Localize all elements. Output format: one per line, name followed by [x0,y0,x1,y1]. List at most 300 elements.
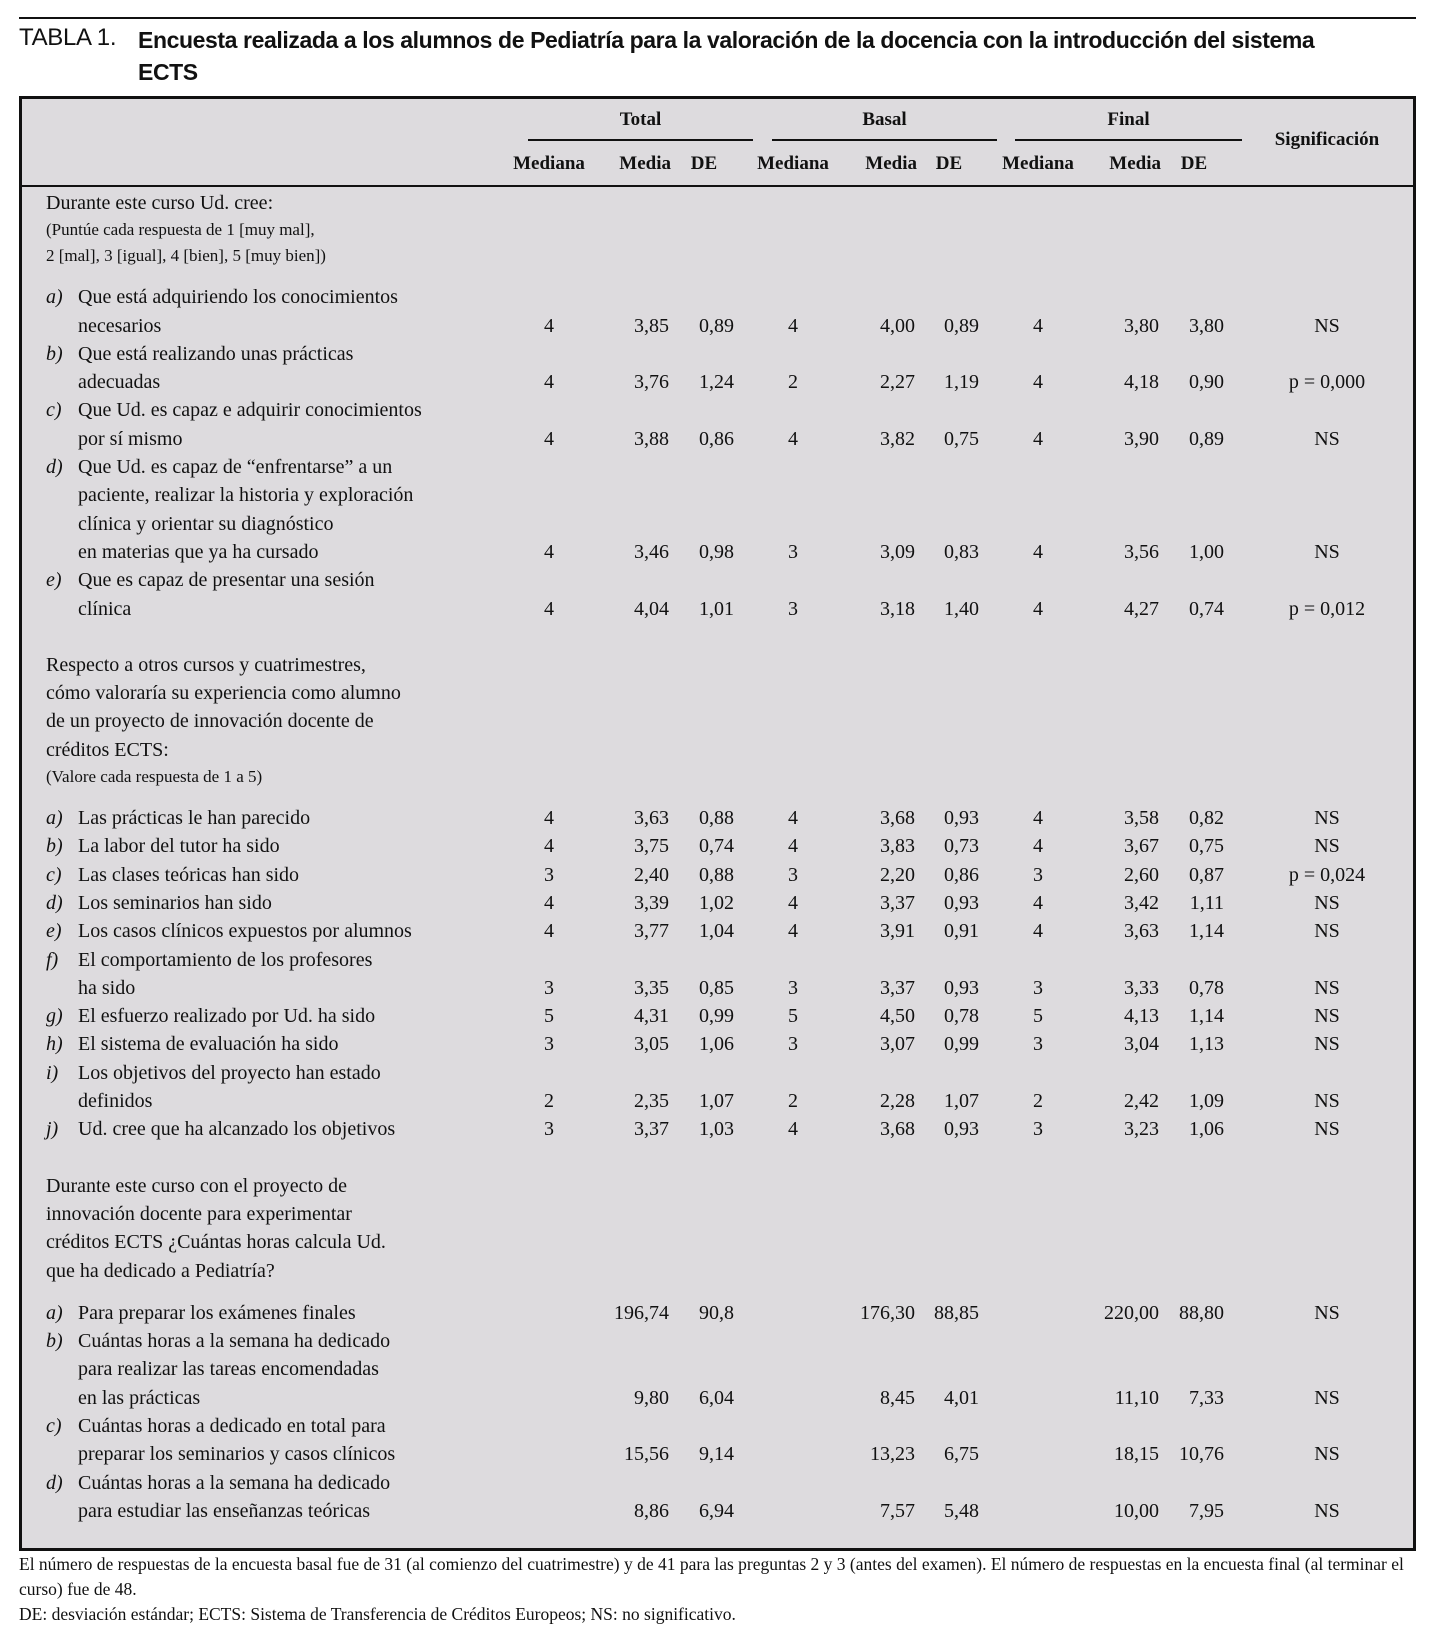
cell-total-media: 3,77 [634,920,669,943]
cell-significance: NS [1314,1118,1340,1141]
table-row [22,1059,1413,1116]
item-label: para estudiar las enseñanzas teóricas [78,1499,371,1522]
cell-final-media: 3,56 [1124,540,1159,563]
row-line [22,1299,1413,1327]
cell-total-media: 3,39 [634,891,669,914]
cell-basal-mediana: 5 [788,1005,798,1028]
cell-final-mediana: 3 [1033,976,1043,999]
row-line [22,595,1413,623]
cell-final-de: 88,80 [1179,1301,1224,1324]
cell-total-de: 9,14 [699,1443,734,1466]
item-label: Que Ud. es capaz de “enfrentarse” a un [78,456,393,479]
item-label: Ud. cree que ha alcanzado los objetivos [78,1118,396,1141]
cell-basal-de: 0,93 [944,976,979,999]
table-row [22,889,1413,917]
cell-final-mediana: 5 [1033,1005,1043,1028]
cell-basal-media: 13,23 [870,1443,915,1466]
cell-total-mediana: 3 [544,863,554,886]
row-line [22,1327,1413,1355]
cell-total-de: 6,04 [699,1386,734,1409]
cell-basal-de: 0,93 [944,1118,979,1141]
row-line [22,946,1413,974]
cell-basal-de: 0,75 [944,427,979,450]
row-line [22,368,1413,396]
cell-basal-de: 0,93 [944,807,979,830]
item-label: en materias que ya ha cursado [78,540,319,563]
item-label: por sí mismo [78,427,183,450]
cell-basal-media: 3,18 [880,597,915,620]
item-letter: e) [46,569,62,592]
item-letter: g) [46,1005,63,1028]
row-line [22,425,1413,453]
section-intro: Durante este curso Ud. cree: [46,192,274,214]
cell-basal-mediana: 4 [788,1118,798,1141]
row-line [22,804,1413,832]
item-label: Los casos clínicos expuestos por alumnos [78,920,412,943]
cell-basal-de: 0,73 [944,835,979,858]
cell-total-media: 3,63 [634,807,669,830]
cell-final-de: 0,89 [1189,427,1224,450]
cell-total-mediana: 5 [544,1005,554,1028]
row-line [22,974,1413,1002]
cell-significance: NS [1314,1499,1340,1522]
table-row [22,396,1413,453]
cell-total-de: 0,89 [699,314,734,337]
cell-total-de: 1,06 [699,1033,734,1056]
cell-basal-de: 0,86 [944,863,979,886]
cell-total-mediana: 4 [544,891,554,914]
cell-final-mediana: 4 [1033,371,1043,394]
table-row [22,566,1413,623]
cell-total-mediana: 3 [544,1033,554,1056]
item-letter: c) [46,863,62,886]
item-label: La labor del tutor ha sido [78,835,280,858]
row-line [22,566,1413,594]
cell-total-media: 2,35 [634,1090,669,1113]
cell-total-de: 1,24 [699,371,734,394]
section-intro: innovación docente para experimentar [46,1202,352,1225]
survey-table [19,96,1416,1551]
cell-final-media: 2,60 [1124,863,1159,886]
item-label: preparar los seminarios y casos clínicos [78,1443,396,1466]
cell-final-de: 1,13 [1189,1033,1224,1056]
cell-basal-media: 4,50 [880,1005,915,1028]
table-header [22,99,1413,187]
cell-basal-media: 3,07 [880,1033,915,1056]
item-letter: b) [46,1330,63,1353]
cell-total-de: 6,94 [699,1499,734,1522]
top-rule [19,17,1416,19]
cell-final-media: 3,42 [1124,891,1159,914]
item-label: Los objetivos del proyecto han estado [78,1061,381,1084]
cell-total-de: 1,07 [699,1090,734,1113]
item-label: adecuadas [78,371,161,394]
group-underline [528,139,753,141]
cell-total-de: 0,88 [699,807,734,830]
cell-total-media: 3,46 [634,540,669,563]
cell-total-de: 0,98 [699,540,734,563]
cell-significance: NS [1314,1443,1340,1466]
cell-total-de: 0,85 [699,976,734,999]
cell-basal-mediana: 4 [788,891,798,914]
row-line [22,1087,1413,1115]
cell-significance: NS [1314,920,1340,943]
cell-final-media: 11,10 [1114,1386,1159,1409]
cell-significance: NS [1314,807,1340,830]
row-line [22,396,1413,424]
cell-total-media: 4,31 [634,1005,669,1028]
table-row [22,1412,1413,1469]
item-label: clínica [78,597,132,620]
section-intro: créditos ECTS ¿Cuántas horas calcula Ud. [46,1231,386,1254]
cell-basal-mediana: 4 [788,314,798,337]
cell-significance: NS [1314,1033,1340,1056]
cell-final-media: 4,13 [1124,1005,1159,1028]
row-line [22,1030,1413,1058]
item-letter: b) [46,342,63,365]
cell-basal-media: 2,27 [880,371,915,394]
cell-final-mediana: 3 [1033,1118,1043,1141]
table-body [22,189,1413,1525]
row-line [22,832,1413,860]
cell-total-mediana: 3 [544,1118,554,1141]
cell-basal-media: 3,91 [880,920,915,943]
item-label: paciente, realizar la historia y exploración [78,484,414,507]
group-total: Total [619,109,662,130]
cell-total-media: 196,74 [614,1301,669,1324]
group-underline [1015,139,1242,141]
item-label: Cuántas horas a la semana ha dedicado [78,1471,391,1494]
cell-basal-de: 0,93 [944,891,979,914]
group-underline [772,139,997,141]
item-letter: a) [46,1301,63,1324]
cell-basal-mediana: 4 [788,835,798,858]
cell-basal-mediana: 4 [788,920,798,943]
item-letter: j) [46,1118,59,1141]
table-row [22,861,1413,889]
intro-gap [22,1285,1413,1299]
item-label: Las clases teóricas han sido [78,863,300,886]
cell-final-de: 7,33 [1189,1386,1224,1409]
row-line [22,917,1413,945]
cell-final-de: 1,00 [1189,540,1224,563]
cell-total-de: 0,86 [699,427,734,450]
cell-final-mediana: 2 [1033,1090,1043,1113]
cell-final-media: 18,15 [1114,1443,1159,1466]
section-intro: Durante este curso con el proyecto de [46,1174,347,1197]
item-label: El sistema de evaluación ha sido [78,1033,339,1056]
cell-final-media: 4,27 [1124,597,1159,620]
cell-total-media: 2,40 [634,863,669,886]
table-label: TABLA 1. [19,24,117,51]
cell-final-de: 3,80 [1189,314,1224,337]
item-letter: d) [46,891,63,914]
row-line [22,538,1413,566]
subcol-mediana: Mediana [757,153,829,174]
footnote: DE: desviación estándar; ECTS: Sistema de Transferencia de Créditos Europeos; NS: no significativo. [19,1604,736,1624]
row-line [22,1412,1413,1440]
cell-total-media: 3,85 [634,314,669,337]
cell-total-de: 1,04 [699,920,734,943]
section-instructions: 2 [mal], 3 [igual], 4 [bien], 5 [muy bien]) [46,246,326,266]
row-line [22,481,1413,509]
table-row [22,283,1413,340]
row-line [22,510,1413,538]
cell-final-mediana: 3 [1033,1033,1043,1056]
cell-basal-mediana: 4 [788,807,798,830]
cell-final-media: 3,58 [1124,807,1159,830]
cell-basal-mediana: 3 [788,597,798,620]
cell-significance: p = 0,024 [1288,863,1366,886]
item-label: definidos [78,1090,153,1113]
subcol-de: DE [1180,153,1208,174]
item-letter: b) [46,835,63,858]
group-final: Final [1107,109,1150,130]
cell-basal-media: 2,20 [880,863,915,886]
cell-basal-de: 5,48 [944,1499,979,1522]
row-line [22,283,1413,311]
cell-total-mediana: 4 [544,427,554,450]
cell-final-de: 10,76 [1179,1443,1224,1466]
cell-total-media: 3,76 [634,371,669,394]
cell-final-de: 1,09 [1189,1090,1224,1113]
cell-basal-de: 1,19 [944,371,979,394]
cell-total-mediana: 4 [544,371,554,394]
table-row [22,1002,1413,1030]
row-line [22,453,1413,481]
table-row [22,1299,1413,1327]
cell-total-mediana: 3 [544,976,554,999]
cell-total-media: 3,37 [634,1118,669,1141]
item-label: Las prácticas le han parecido [78,807,311,830]
subcol-media: Media [1109,153,1161,174]
cell-final-de: 0,75 [1189,835,1224,858]
cell-basal-media: 3,83 [880,835,915,858]
cell-final-media: 3,33 [1124,976,1159,999]
cell-basal-mediana: 3 [788,1033,798,1056]
cell-final-media: 10,00 [1114,1499,1159,1522]
cell-final-media: 3,67 [1124,835,1159,858]
cell-basal-mediana: 4 [788,427,798,450]
item-label: El esfuerzo realizado por Ud. ha sido [78,1005,376,1028]
row-line [22,1002,1413,1030]
cell-final-de: 1,14 [1189,920,1224,943]
cell-basal-de: 6,75 [944,1443,979,1466]
item-label: necesarios [78,314,162,337]
table-row [22,1115,1413,1143]
cell-final-de: 1,11 [1189,891,1224,914]
cell-basal-de: 88,85 [934,1301,979,1324]
cell-basal-media: 176,30 [860,1301,915,1324]
item-label: Los seminarios han sido [78,891,272,914]
cell-basal-de: 0,89 [944,314,979,337]
cell-final-mediana: 4 [1033,891,1043,914]
cell-basal-mediana: 3 [788,540,798,563]
item-label: El comportamiento de los profesores [78,948,373,971]
item-letter: d) [46,1471,63,1494]
cell-basal-de: 0,78 [944,1005,979,1028]
cell-total-media: 3,88 [634,427,669,450]
cell-final-mediana: 4 [1033,835,1043,858]
cell-final-de: 0,82 [1189,807,1224,830]
cell-total-media: 3,05 [634,1033,669,1056]
cell-final-media: 4,18 [1124,371,1159,394]
item-letter: a) [46,807,63,830]
cell-final-media: 2,42 [1124,1090,1159,1113]
cell-basal-de: 0,83 [944,540,979,563]
cell-final-mediana: 3 [1033,863,1043,886]
cell-basal-mediana: 3 [788,863,798,886]
cell-total-mediana: 4 [544,314,554,337]
cell-significance: p = 0,012 [1288,597,1366,620]
item-letter: a) [46,286,63,309]
table-row [22,1469,1413,1526]
cell-significance: p = 0,000 [1288,371,1366,394]
cell-significance: NS [1314,1301,1340,1324]
row-line [22,1355,1413,1383]
cell-final-mediana: 4 [1033,807,1043,830]
cell-final-media: 3,23 [1124,1118,1159,1141]
cell-final-mediana: 4 [1033,597,1043,620]
section-intro: créditos ECTS: [46,738,169,761]
subcol-media: Media [865,153,917,174]
cell-significance: NS [1314,1005,1340,1028]
row-line [22,1059,1413,1087]
row-line [22,1115,1413,1143]
intro-gap [22,269,1413,283]
cell-final-media: 3,90 [1124,427,1159,450]
section-instructions: (Puntúe cada respuesta de 1 [muy mal], [46,220,315,240]
cell-final-de: 1,06 [1189,1118,1224,1141]
item-label: Para preparar los exámenes finales [78,1301,356,1324]
cell-final-de: 0,90 [1189,371,1224,394]
table-row [22,832,1413,860]
row-line [22,1497,1413,1525]
cell-basal-media: 4,00 [880,314,915,337]
row-line [22,1384,1413,1412]
subcol-media: Media [619,153,671,174]
section-instructions: (Valore cada respuesta de 1 a 5) [46,767,263,787]
cell-total-mediana: 4 [544,920,554,943]
section-gap [22,623,1413,651]
cell-final-de: 0,74 [1189,597,1224,620]
cell-final-media: 3,63 [1124,920,1159,943]
cell-total-de: 1,03 [699,1118,734,1141]
table-row [22,946,1413,1003]
subcol-mediana: Mediana [513,153,585,174]
cell-basal-media: 3,37 [880,976,915,999]
subcol-de: DE [690,153,718,174]
cell-final-mediana: 4 [1033,314,1043,337]
cell-final-de: 1,14 [1189,1005,1224,1028]
item-letter: e) [46,920,62,943]
item-label: Que Ud. es capaz e adquirir conocimientos [78,399,422,422]
cell-final-mediana: 4 [1033,427,1043,450]
cell-final-media: 220,00 [1104,1301,1159,1324]
item-letter: f) [46,948,59,971]
cell-basal-de: 1,07 [944,1090,979,1113]
cell-basal-mediana: 2 [788,1090,798,1113]
item-label: Que es capaz de presentar una sesión [78,569,375,592]
item-label: Que está adquiriendo los conocimientos [78,286,398,309]
item-label: para realizar las tareas encomendadas [78,1358,379,1381]
cell-significance: NS [1314,1090,1340,1113]
subcol-mediana: Mediana [1002,153,1074,174]
cell-basal-media: 3,68 [880,1118,915,1141]
cell-basal-media: 3,37 [880,891,915,914]
row-line [22,1440,1413,1468]
table-row [22,340,1413,397]
cell-basal-de: 0,99 [944,1033,979,1056]
table-row [22,1327,1413,1412]
row-line [22,340,1413,368]
cell-total-de: 90,8 [699,1301,734,1324]
cell-total-de: 1,01 [699,597,734,620]
cell-final-de: 7,95 [1189,1499,1224,1522]
cell-total-de: 1,02 [699,891,734,914]
row-line [22,1469,1413,1497]
cell-total-media: 15,56 [624,1443,669,1466]
cell-final-de: 0,87 [1189,863,1224,886]
cell-basal-media: 7,57 [880,1499,915,1522]
table-row [22,917,1413,945]
cell-total-de: 0,74 [699,835,734,858]
item-letter: c) [46,1414,62,1437]
cell-significance: NS [1314,835,1340,858]
item-letter: i) [46,1061,59,1084]
item-label: clínica y orientar su diagnóstico [78,512,334,535]
cell-significance: NS [1314,314,1340,337]
cell-significance: NS [1314,891,1340,914]
item-label: Cuántas horas a dedicado en total para [78,1414,386,1437]
item-label: Cuántas horas a la semana ha dedicado [78,1330,391,1353]
cell-basal-media: 3,82 [880,427,915,450]
intro-gap [22,790,1413,804]
cell-final-media: 3,04 [1124,1033,1159,1056]
cell-final-media: 3,80 [1124,314,1159,337]
cell-total-mediana: 4 [544,597,554,620]
cell-total-mediana: 4 [544,540,554,563]
cell-basal-mediana: 3 [788,976,798,999]
item-letter: d) [46,456,63,479]
cell-total-mediana: 2 [544,1090,554,1113]
cell-basal-de: 1,40 [944,597,979,620]
cell-basal-de: 0,91 [944,920,979,943]
item-letter: c) [46,399,62,422]
row-line [22,889,1413,917]
cell-basal-media: 3,68 [880,807,915,830]
cell-total-media: 3,75 [634,835,669,858]
cell-final-de: 0,78 [1189,976,1224,999]
cell-significance: NS [1314,1386,1340,1409]
cell-basal-media: 2,28 [880,1090,915,1113]
section-intro: que ha dedicado a Pediatría? [46,1259,275,1282]
significance-header: Significación [1274,129,1380,150]
cell-final-mediana: 4 [1033,540,1043,563]
item-label: ha sido [78,976,136,999]
cell-basal-media: 8,45 [880,1386,915,1409]
item-label: en las prácticas [78,1386,201,1409]
table-row [22,804,1413,832]
table-row [22,453,1413,566]
cell-total-de: 0,99 [699,1005,734,1028]
cell-final-mediana: 4 [1033,920,1043,943]
cell-significance: NS [1314,427,1340,450]
footnote: El número de respuestas de la encuesta basal fue de 31 (al comienzo del cuatrimestre) y de 41 para las preguntas 2 y 3 (antes del examen). El número de respuestas en la encuesta final (al terminar el curso) fue de 48. [19,1554,1404,1599]
section-intro: cómo valoraría su experiencia como alumno [46,682,401,705]
cell-total-media: 4,04 [634,597,669,620]
section-intro: Respecto a otros cursos y cuatrimestres, [46,653,366,676]
